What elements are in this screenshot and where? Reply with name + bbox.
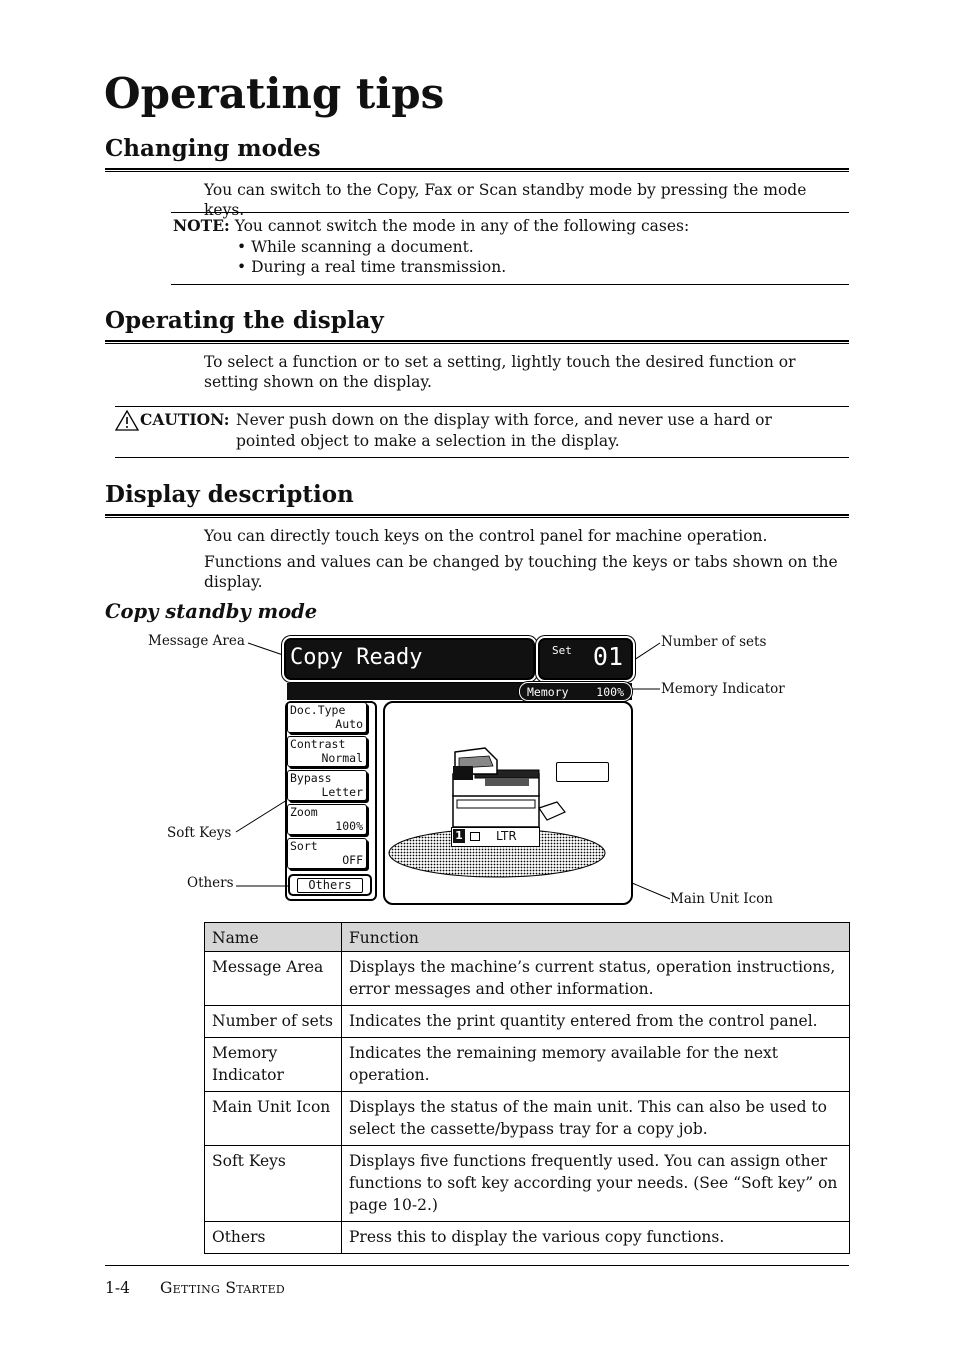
table-cell-name: Message Area: [205, 952, 342, 1006]
soft-key-sort[interactable]: [287, 838, 367, 869]
page-footer: [105, 1279, 285, 1297]
set-label: Set: [552, 644, 572, 657]
message-area-display: [284, 638, 535, 680]
table-cell-name: Others: [205, 1222, 342, 1254]
table-cell-name: Main Unit Icon: [205, 1092, 342, 1146]
soft-key-bypass[interactable]: [287, 770, 367, 801]
callout-message-area: Message Area: [148, 633, 245, 649]
paper-size: LTR: [496, 829, 517, 843]
callout-memory-indicator: Memory Indicator: [661, 681, 785, 697]
table-cell-function: Press this to display the various copy functions.: [342, 1222, 850, 1254]
set-value: 01: [592, 642, 623, 671]
display-description-body-1: You can directly touch keys on the control panel for machine operation.: [204, 527, 768, 545]
table-cell-function: Indicates the remaining memory available for the next operation.: [342, 1038, 850, 1092]
note-item: • While scanning a document.: [237, 237, 474, 256]
section-heading-operating-display: Operating the display: [105, 307, 384, 334]
note-label: NOTE:: [173, 216, 230, 235]
soft-key-contrast[interactable]: [287, 736, 367, 767]
soft-key-name: Bypass: [290, 771, 332, 785]
memory-value: 100%: [596, 685, 624, 699]
page-title: Operating tips: [104, 69, 445, 118]
section-heading-changing-modes: Changing modes: [105, 135, 321, 162]
caution-text: Never push down on the display with force, and never use a hard or pointed object to make a selection in the display.: [236, 411, 772, 450]
table-cell-function: Displays the machine’s current status, operation instructions, error messages and other information.: [342, 952, 850, 1006]
caution-label: CAUTION:: [140, 410, 230, 429]
table-header-row: [205, 923, 850, 952]
subheading-copy-standby-mode: Copy standby mode: [105, 600, 318, 623]
section-heading-display-description: Display description: [105, 481, 354, 508]
tray-button[interactable]: [451, 827, 540, 847]
table-header-cell: Function: [342, 923, 850, 952]
soft-key-value: OFF: [342, 853, 363, 867]
table-cell-function: Displays the status of the main unit. This can also be used to select the cassette/bypass tray for a copy job.: [342, 1092, 850, 1146]
soft-key-value: Auto: [335, 717, 363, 731]
table-row: [205, 1146, 850, 1222]
callout-soft-keys: Soft Keys: [167, 825, 232, 841]
memory-label: Memory: [527, 685, 569, 699]
others-key-label: Others: [297, 878, 362, 893]
footer-rule: [105, 1265, 849, 1266]
soft-key-doc-type[interactable]: [287, 702, 367, 733]
table-row: [205, 1092, 850, 1146]
table-row: [205, 1006, 850, 1038]
table-header-cell: Name: [205, 923, 342, 952]
soft-key-name: Zoom: [290, 805, 318, 819]
table-cell-function: Indicates the print quantity entered from the control panel.: [342, 1006, 850, 1038]
paper-icon: [470, 832, 480, 841]
callout-others: Others: [187, 875, 234, 891]
table-row: [205, 952, 850, 1006]
note-text: You cannot switch the mode in any of the following cases:: [234, 217, 690, 235]
soft-key-value: 100%: [335, 819, 363, 833]
soft-key-value: Letter: [321, 785, 363, 799]
footer-section-title: Getting Started: [159, 1279, 286, 1297]
display-description-body-2: Functions and values can be changed by touching the keys or tabs shown on the display.: [204, 553, 838, 591]
table-row: [205, 1038, 850, 1092]
table-row: [205, 1222, 850, 1254]
number-of-sets-display: [538, 638, 633, 680]
function-table: [204, 922, 850, 1254]
callout-main-unit-icon: Main Unit Icon: [670, 891, 773, 907]
table-cell-name: Soft Keys: [205, 1146, 342, 1222]
soft-key-value: Normal: [321, 751, 363, 765]
soft-key-name: Doc.Type: [290, 703, 346, 717]
others-key[interactable]: [288, 874, 372, 896]
callout-number-of-sets: Number of sets: [661, 634, 767, 650]
page-number: 1-4: [105, 1279, 130, 1297]
soft-key-zoom[interactable]: [287, 804, 367, 835]
note-item: • During a real time transmission.: [237, 258, 507, 276]
message-text: Copy Ready: [290, 645, 423, 670]
table-cell-function: Displays five functions frequently used. You can assign other functions to soft key according your needs. (See “Soft key” on page 10-2.): [342, 1146, 850, 1222]
table-cell-name: Memory Indicator: [205, 1038, 342, 1092]
memory-indicator: [519, 682, 632, 701]
main-unit-icon[interactable]: [385, 740, 625, 880]
table-cell-name: Number of sets: [205, 1006, 342, 1038]
tray-number: 1: [453, 829, 465, 843]
operating-display-body: To select a function or to set a setting, lightly touch the desired function or setting shown on the display.: [204, 353, 796, 391]
soft-key-name: Sort: [290, 839, 318, 853]
soft-key-name: Contrast: [290, 737, 346, 751]
changing-modes-body: You can switch to the Copy, Fax or Scan standby mode by pressing the mode keys.: [204, 181, 807, 219]
status-indicator-box: [556, 762, 609, 782]
